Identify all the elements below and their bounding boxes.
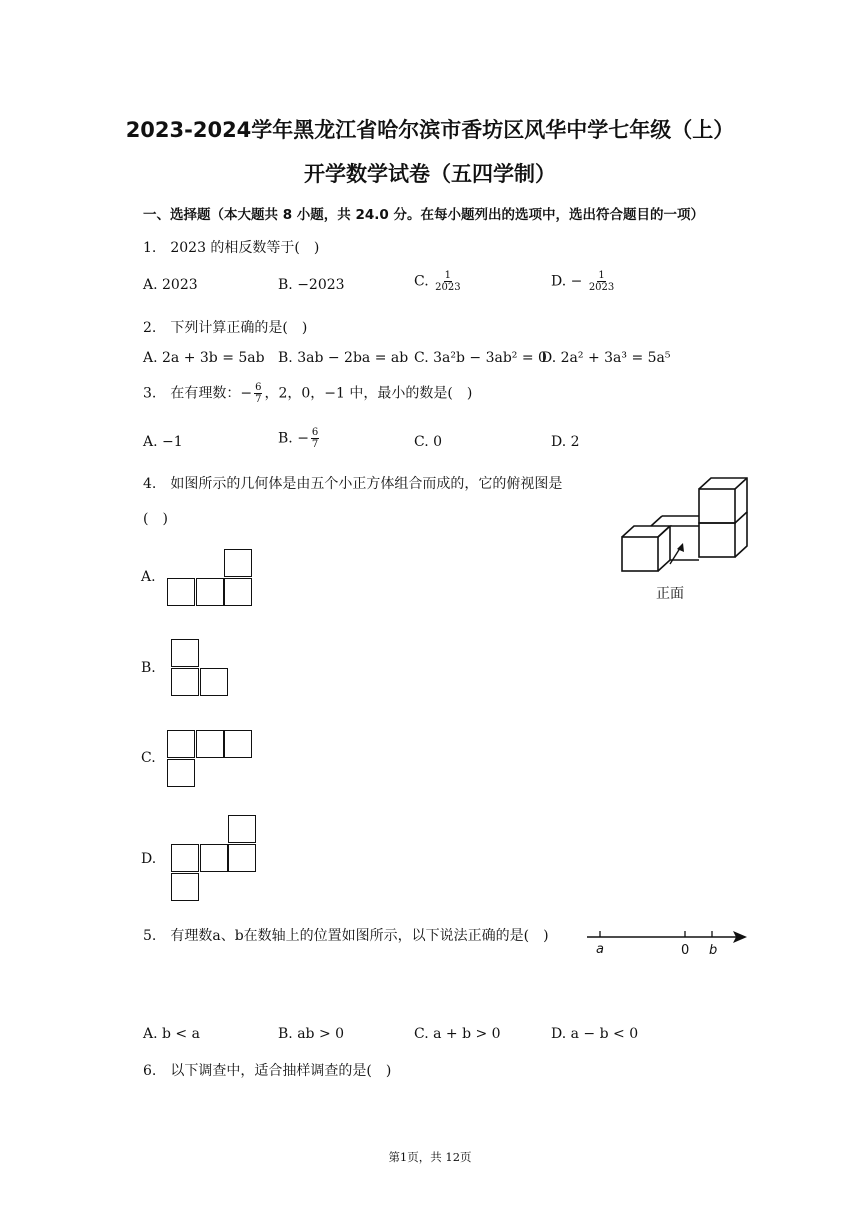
q4-option-b-view: [171, 639, 229, 697]
question-5-stem: 5. 有理数a、b在数轴上的位置如图所示，以下说法正确的是( ): [143, 928, 549, 944]
q4-option-d-label: D.: [141, 851, 157, 867]
grid-square: [171, 639, 199, 667]
axis-label-zero: 0: [681, 943, 690, 958]
fraction-denominator: 2023: [435, 282, 461, 293]
q4-option-a-view: [167, 549, 253, 607]
q3-stem-pre: 3. 在有理数：−: [143, 385, 253, 402]
axis-label-a: a: [596, 942, 604, 957]
q2-option-c: C. 3a²b − 3ab² = 0: [414, 350, 547, 366]
cube-solid-figure: [612, 474, 756, 604]
page-title: 2023-2024学年黑龙江省哈尔滨市香坊区风华中学七年级（上）: [125, 118, 735, 142]
q5-option-b: B. ab > 0: [278, 1026, 345, 1042]
question-4-paren: ( ): [143, 511, 168, 527]
grid-square: [196, 578, 224, 606]
grid-square: [224, 549, 252, 577]
q4-option-b-label: B.: [141, 660, 156, 676]
grid-square: [167, 759, 195, 787]
grid-square: [200, 668, 228, 696]
fraction-numerator: 1: [598, 270, 605, 281]
grid-square: [196, 730, 224, 758]
number-line: [585, 922, 750, 962]
question-6-stem: 6. 以下调查中，适合抽样调查的是( ): [143, 1063, 392, 1079]
q3-option-d: D. 2: [551, 434, 580, 450]
q2-option-b: B. 3ab − 2ba = ab: [278, 350, 409, 366]
q5-option-d: D. a − b < 0: [551, 1026, 639, 1042]
grid-square: [224, 578, 252, 606]
fraction-denominator: 2023: [588, 282, 615, 293]
q1-option-d-fraction: [589, 270, 614, 293]
q4-option-c-label: C.: [141, 750, 156, 766]
q4-option-a-label: A.: [141, 569, 156, 585]
q2-option-d: D. 2a² + 3a³ = 5a⁵: [541, 350, 671, 366]
fraction-denominator: 7: [255, 394, 262, 405]
q3-option-a: A. −1: [143, 434, 183, 450]
grid-square: [171, 668, 199, 696]
q5-option-c: C. a + b > 0: [414, 1026, 501, 1042]
q1-option-b: B. −2023: [278, 277, 345, 293]
grid-square: [167, 578, 195, 606]
q3-option-c: C. 0: [414, 434, 443, 450]
question-2-stem: 2. 下列计算正确的是( ): [143, 320, 308, 336]
q1-option-c-fraction: [435, 270, 460, 293]
question-1-stem: 1. 2023 的相反数等于( ): [143, 240, 320, 256]
grid-square: [228, 815, 256, 843]
fraction-numerator: 1: [444, 270, 452, 281]
grid-square: [224, 730, 252, 758]
q1-option-c-prefix: C.: [414, 273, 429, 290]
page-subtitle: 开学数学试卷（五四学制）: [304, 162, 556, 186]
q1-option-d-prefix: D. −: [551, 273, 583, 290]
q1-option-a: A. 2023: [143, 277, 198, 293]
grid-square: [228, 844, 256, 872]
fraction-denominator: 7: [311, 439, 319, 450]
grid-square: [171, 844, 199, 872]
q5-option-a: A. b < a: [143, 1026, 200, 1042]
section-heading: 一、选择题（本大题共 8 小题，共 24.0 分。在每小题列出的选项中，选出符合题目的一项）: [143, 207, 705, 223]
grid-square: [200, 844, 228, 872]
q3-stem-fraction: [254, 382, 262, 405]
page-footer: 第1页，共 12页: [388, 1150, 472, 1164]
q3-stem-post: ，2，0，−1 中，最小的数是( ): [264, 385, 473, 402]
q3-option-b: [278, 427, 321, 450]
q2-option-a: A. 2a + 3b = 5ab: [143, 350, 265, 366]
q3-option-b-fraction: [311, 427, 319, 450]
question-4-stem: 4. 如图所示的几何体是由五个小正方体组合而成的，它的俯视图是: [143, 476, 563, 492]
fraction-numerator: 6: [255, 382, 262, 393]
question-3-stem: [143, 382, 472, 405]
figure-label-front: 正面: [656, 586, 684, 602]
axis-label-b: b: [709, 943, 718, 958]
q1-option-d: [551, 270, 616, 293]
q4-option-d-view: [171, 815, 257, 902]
q1-option-c: [414, 270, 463, 293]
fraction-numerator: 6: [311, 427, 319, 438]
grid-square: [167, 730, 195, 758]
q3-option-b-prefix: B. −: [278, 430, 309, 447]
grid-square: [171, 873, 199, 901]
q4-option-c-view: [167, 730, 253, 788]
